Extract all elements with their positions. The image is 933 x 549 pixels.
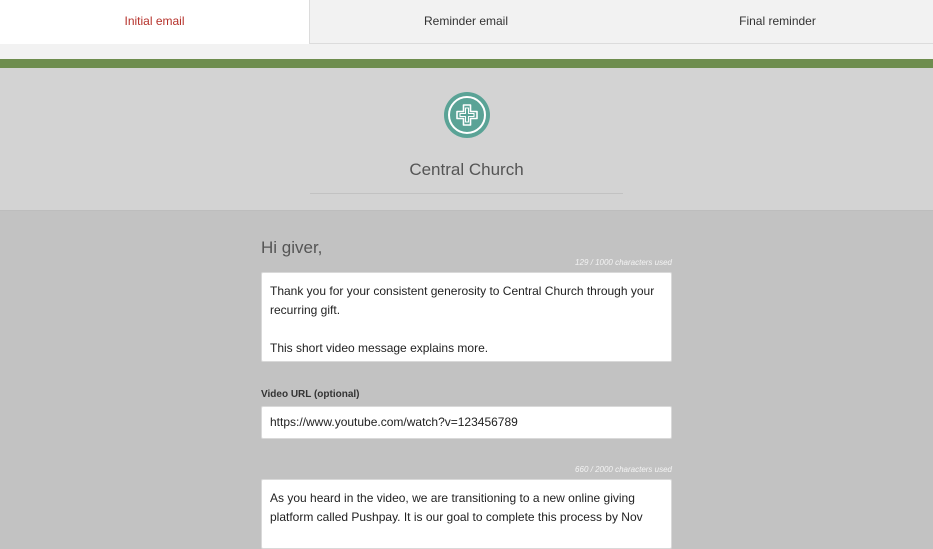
message1-character-counter: 129 / 1000 characters used (575, 258, 672, 267)
message1-paragraph: Thank you for your consistent generosity to Central Church through your recurring gift. (270, 284, 655, 317)
tab-final-reminder[interactable]: Final reminder (739, 14, 816, 28)
tab-reminder-email[interactable]: Reminder email (423, 14, 509, 28)
message2-character-counter: 660 / 2000 characters used (575, 465, 672, 474)
email-header (0, 68, 933, 211)
video-url-input[interactable]: https://www.youtube.com/watch?v=123456789 (261, 406, 672, 439)
tab-initial-email[interactable]: Initial email (0, 0, 310, 44)
video-url-label: Video URL (optional) (261, 389, 360, 400)
greeting: Hi giver, (261, 238, 323, 257)
email-tabs (0, 0, 933, 44)
church-cross-icon (444, 92, 490, 138)
message2-textarea[interactable]: As you heard in the video, we are transitioning to a new online giving platform called Pushpay. It is our goal to complete this process by Nov (261, 479, 672, 549)
church-name: Central Church (409, 160, 524, 179)
header-divider (310, 193, 623, 194)
accent-bar (0, 59, 933, 68)
tabs-spacer (0, 44, 933, 59)
message1-paragraph: This short video message explains more. (270, 341, 489, 355)
message1-textarea[interactable] (261, 272, 672, 362)
